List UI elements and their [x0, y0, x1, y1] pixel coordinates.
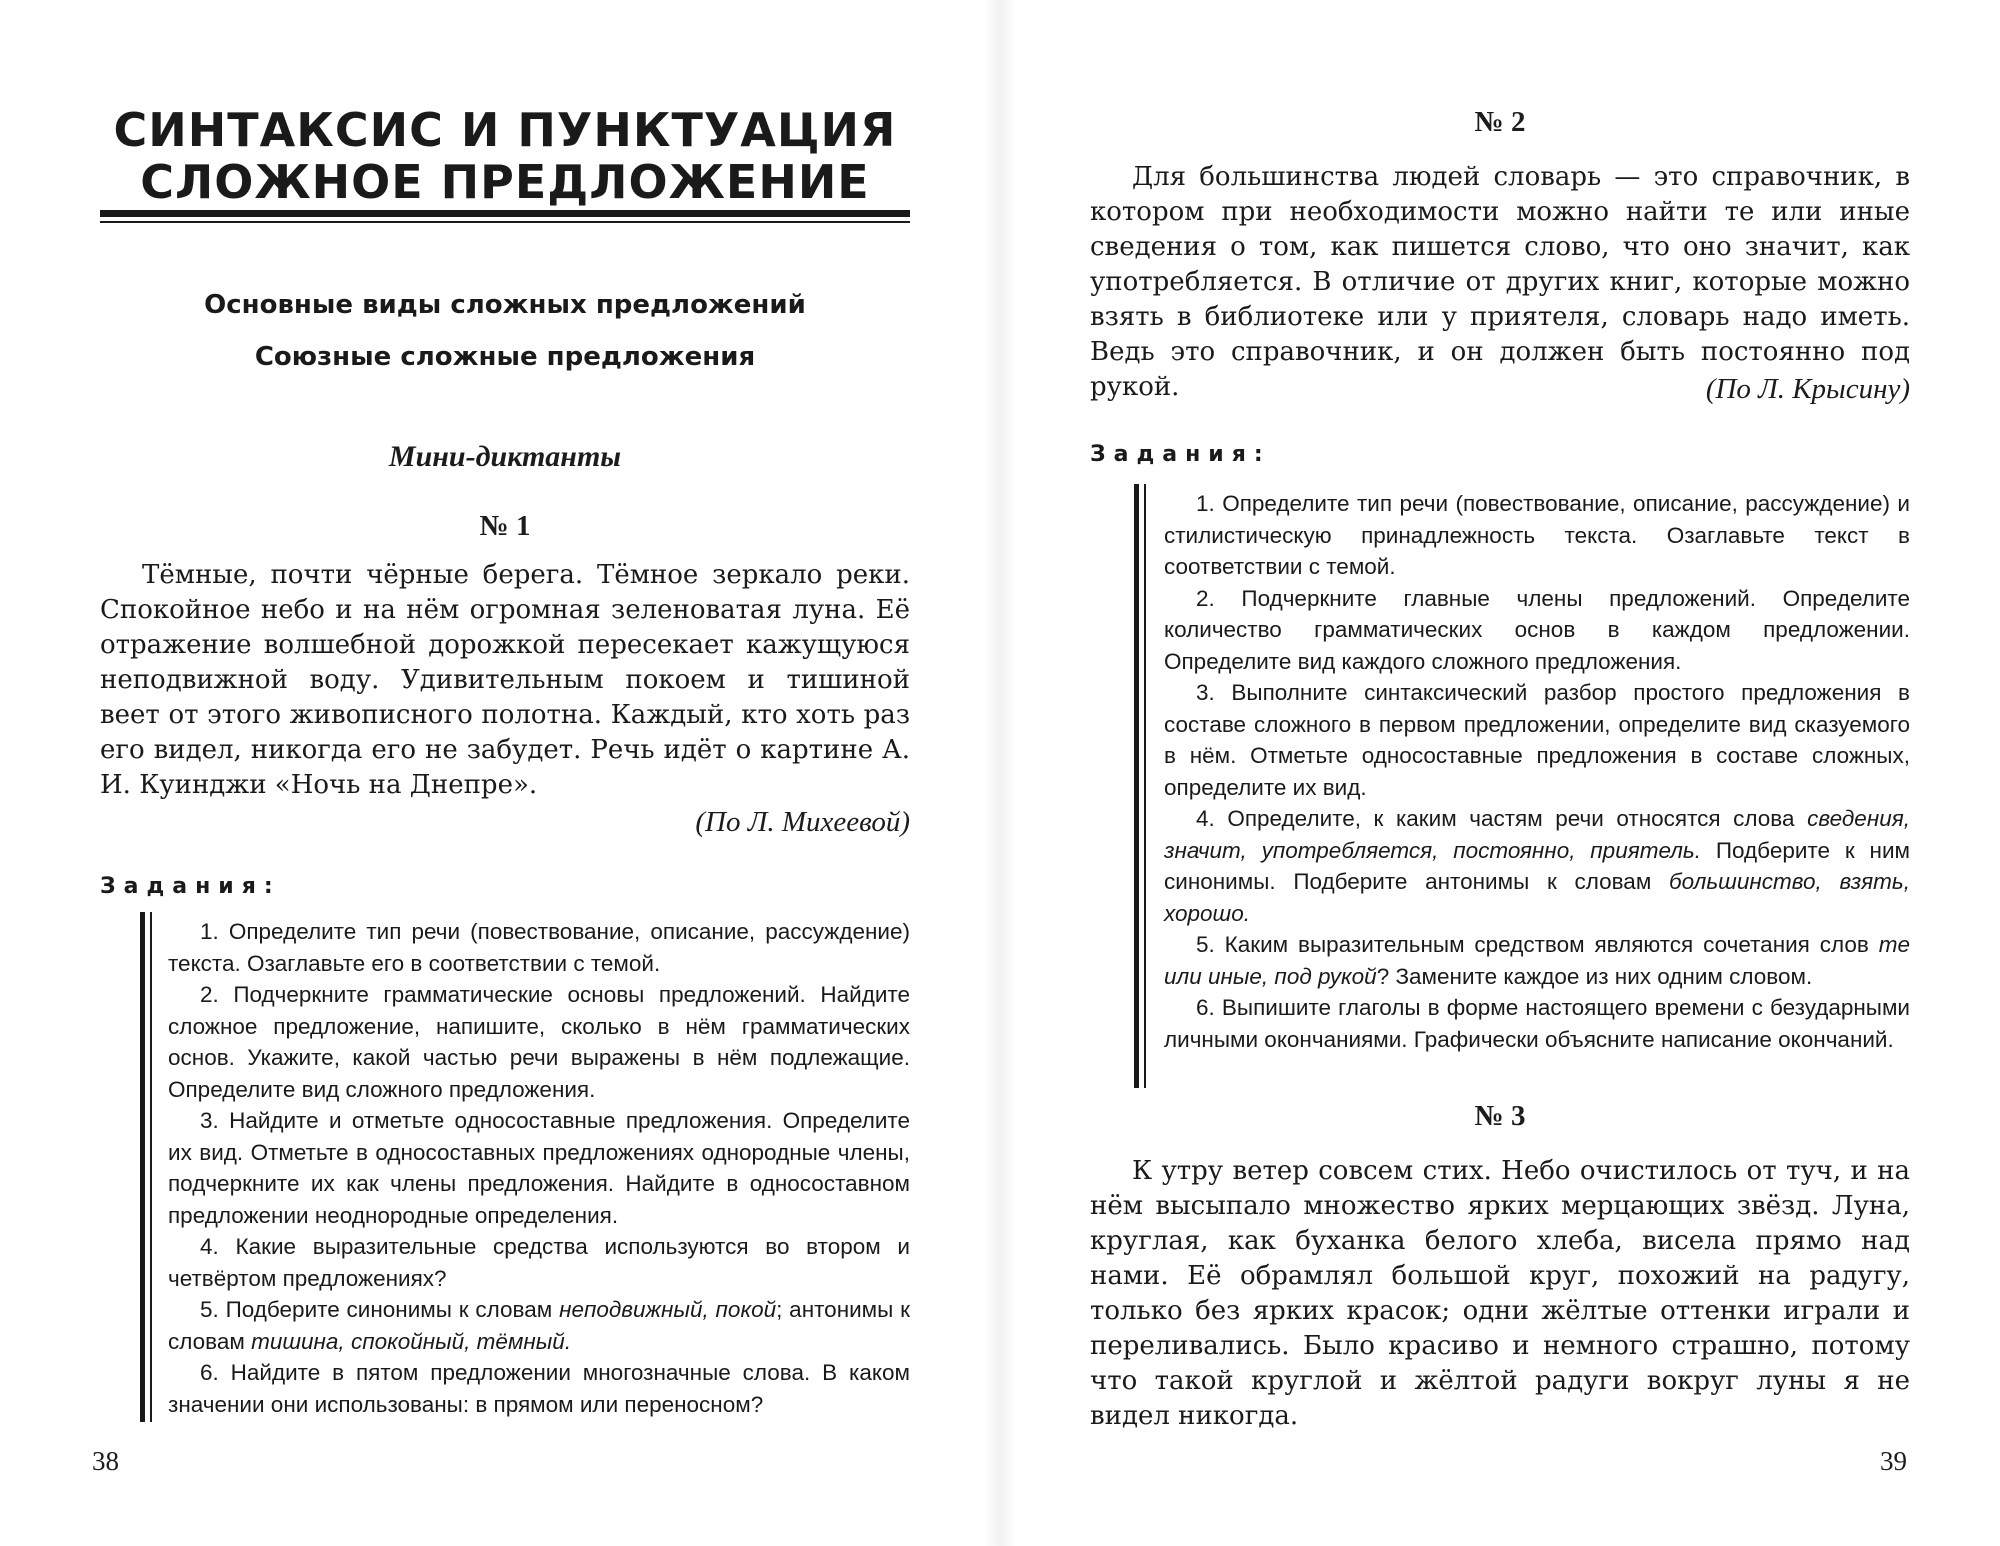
chapter-title-line1: СИНТАКСИС И ПУНКТУАЦИЯ: [113, 103, 897, 157]
task-item: 6. Выпишите глаголы в форме настоящего времени с безударными личными окончаниями. Графически объясните написание окончаний.: [1164, 995, 1910, 1052]
task-item: 2. Подчеркните главные члены предложений. Определите количество грамматических основ в каждом предложении. Определите вид каждого сложного предложения.: [1164, 585, 1910, 674]
dictation-2-heading: № 2: [1474, 106, 1526, 138]
section-title: Основные виды сложных предложений: [204, 290, 806, 320]
dictation-1-attribution: (По Л. Михеевой): [695, 806, 910, 838]
task-item: 2. Подчеркните грамматические основы предложений. Найдите сложное предложение, напишите, сколько в нём грамматических основ. Укажите, какой частью речи выражены в нём подлежащие. Определите вид сложного предложения.: [168, 982, 910, 1102]
task-item: 1. Определите тип речи (повествование, описание, рассуждение) текста. Озаглавьте его в соответствии с темой.: [168, 919, 910, 976]
title-divider-thick: [100, 210, 910, 217]
subsection-title: Союзные сложные предложения: [254, 342, 756, 372]
tasks-bar-thick: [1134, 484, 1139, 1088]
task-item: 3. Выполните синтаксический разбор простого предложения в составе сложного в первом предложении, определите вид сказуемого в нём. Отметьте односоставные предложения в составе сложных, определите их вид.: [1164, 680, 1910, 800]
dictation-2-text: Для большинства людей словарь — это справочник, в котором при необходимости можно найти те или иные сведения о том, как пишется слово, что оно значит, как употребляется. В отличие от других книг, которые можно взять в библиотеке или у приятеля, словарь надо иметь. Ведь это справочник, и он должен быть постоянно под рукой.: [1090, 162, 1910, 402]
task-item: 1. Определите тип речи (повествование, описание, рассуждение) и стилистическую принадлежность текста. Озаглавьте текст в соответствии с темой.: [1164, 491, 1910, 579]
tasks-list: [168, 916, 910, 1420]
tasks-label: Задания:: [1090, 442, 1271, 467]
dictation-3-heading: № 3: [1474, 1100, 1526, 1132]
page-number-right: 39: [1880, 1446, 1907, 1476]
task-item: 5. Подберите синонимы к словам неподвижный, покой; антонимы к словам тишина, спокойный, тёмный.: [168, 1297, 910, 1354]
tasks-bar-thick: [140, 912, 145, 1422]
dictation-1-text: Тёмные, почти чёрные берега. Тёмное зеркало реки. Спокойное небо и на нём огромная зеленоватая луна. Её отражение волшебной дорожкой пересекает кажущуюся неподвижной воду. Удивительным покоем и тишиной веет от этого живописного полотна. Каждый, кто хоть раз его видел, никогда его не забудет. Речь идёт о картине А. И. Куинджи «Ночь на Днепре».: [100, 560, 910, 800]
mini-dictations-title: Мини-диктанты: [388, 440, 622, 473]
task-item: 4. Определите, к каким частям речи относятся слова сведения, значит, употребляется, постоянно, приятель. Подберите к ним синонимы. Подберите антонимы к словам большинство, взять, хорошо.: [1164, 806, 1910, 926]
tasks-bar-thin: [150, 912, 152, 1422]
dictation-1-heading: № 1: [479, 510, 531, 542]
task-item: 4. Какие выразительные средства используются во втором и четвёртом предложениях?: [168, 1234, 910, 1291]
task-item: 6. Найдите в пятом предложении многозначные слова. В каком значении они использованы: в прямом или переносном?: [168, 1360, 910, 1417]
tasks-label: Задания:: [100, 874, 281, 899]
tasks-list: [1164, 488, 1910, 1055]
dictation-3-text: К утру ветер совсем стих. Небо очистилось от туч, и на нём высыпало множество ярких мерцающих звёзд. Луна, круглая, как буханка белого хлеба, висела прямо над нами. Её обрамлял большой круг, похожий на радугу, только без ярких красок; одни жёлтые оттенки играли и переливались. Было красиво и немного страшно, потому что такой круглой и жёлтой радуги вокруг луны я не видел никогда.: [1090, 1156, 1910, 1431]
task-item: 5. Каким выразительным средством являются сочетания слов те или иные, под рукой? Замените каждое из них одним словом.: [1164, 932, 1910, 989]
tasks-bar-thin: [1144, 484, 1146, 1088]
dictation-2-attribution: (По Л. Крысину): [1705, 373, 1910, 405]
chapter-title-line2: СЛОЖНОЕ ПРЕДЛОЖЕНИЕ: [140, 155, 870, 209]
chapter-title: [100, 104, 910, 208]
right-page: [1000, 0, 2000, 1546]
title-divider-thin: [100, 221, 910, 223]
task-item: 3. Найдите и отметьте односоставные предложения. Определите их вид. Отметьте в односоставных предложениях однородные члены, подчеркните их как члены предложения. Найдите в односоставном предложении неоднородные определения.: [168, 1108, 910, 1228]
page-number-left: 38: [92, 1446, 119, 1476]
